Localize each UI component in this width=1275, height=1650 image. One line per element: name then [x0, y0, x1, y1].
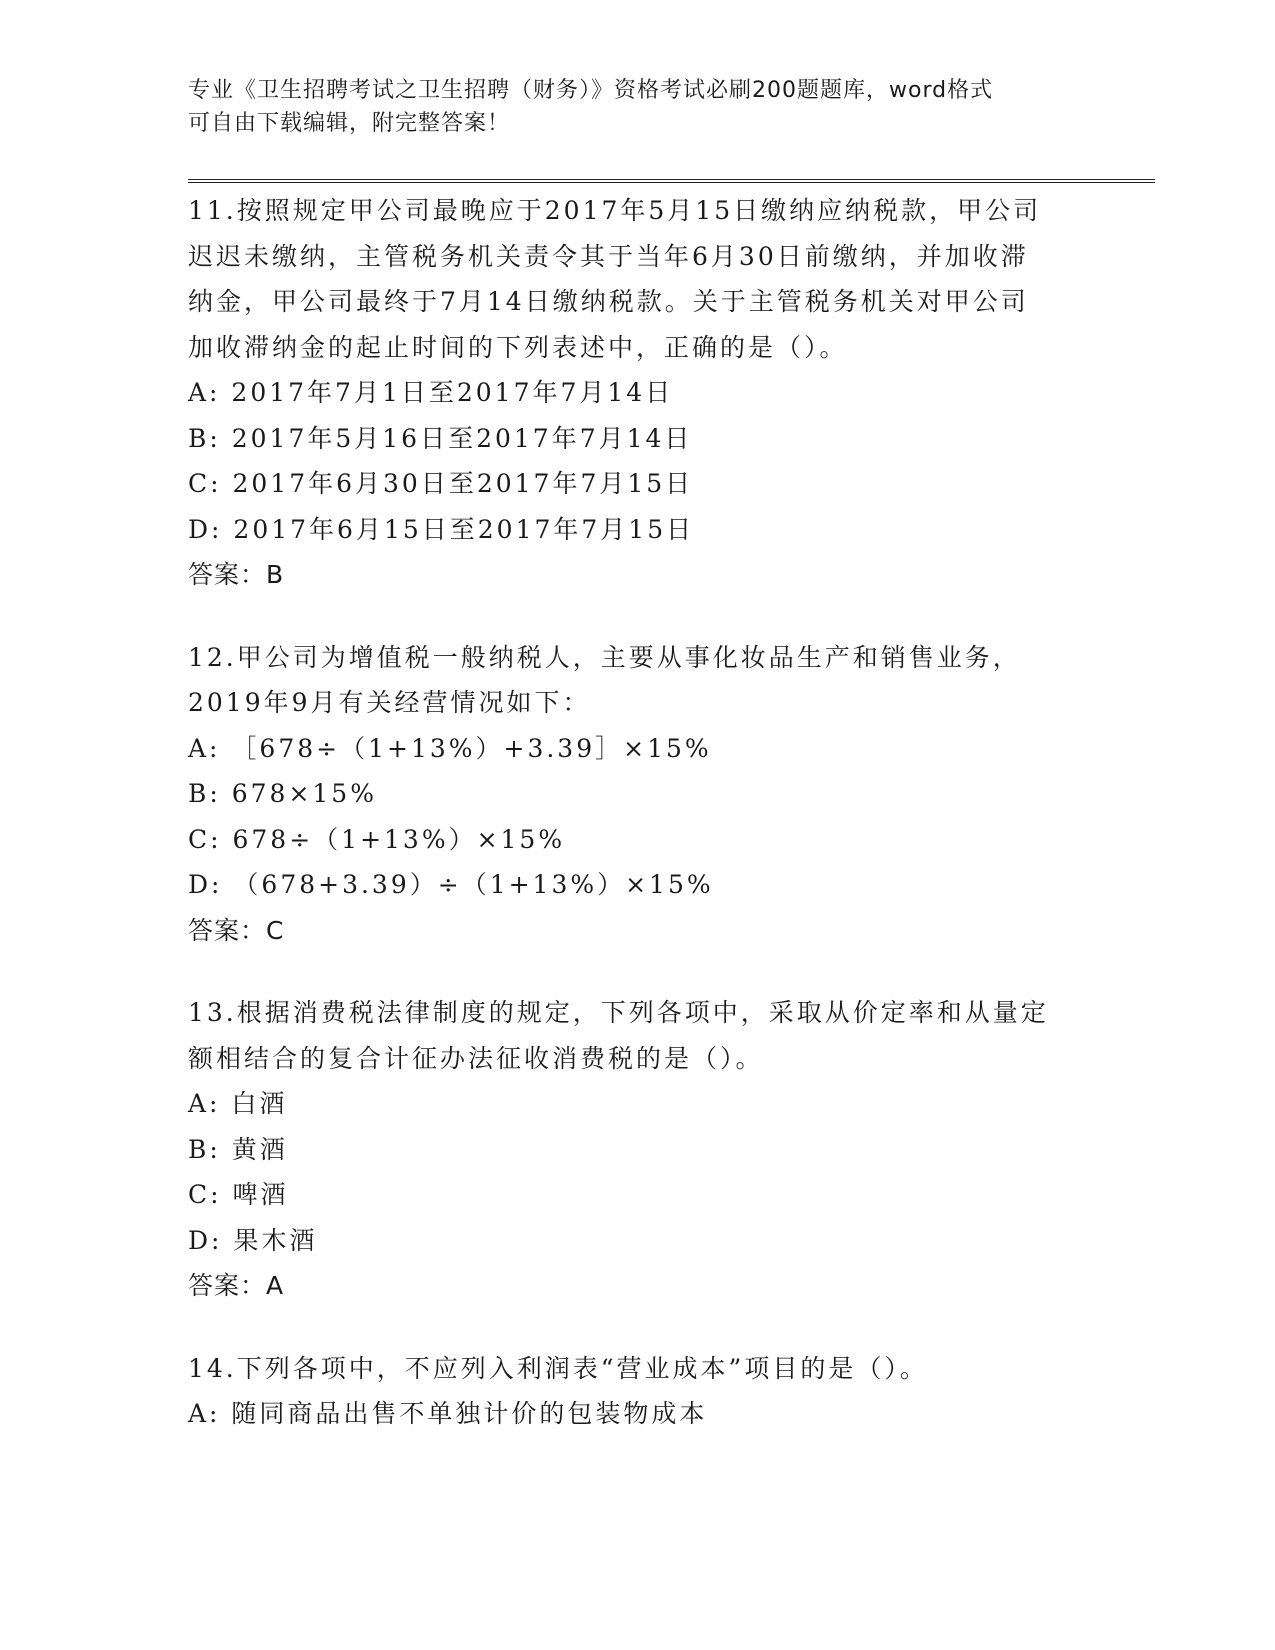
- question-text-line: 额相结合的复合计征办法征收消费税的是（）。: [188, 1043, 764, 1073]
- option-b: B: 2017年5月16日至2017年7月14日: [188, 423, 693, 453]
- option-b: B: 黄酒: [188, 1134, 288, 1164]
- option-a: A: ［678÷（1+13%）+3.39］×15%: [188, 733, 712, 763]
- question-text-line: 11.按照规定甲公司最晚应于2017年5月15日缴纳应纳税款，甲公司: [188, 196, 1042, 225]
- option-d: D: 果木酒: [188, 1225, 318, 1255]
- question-text-line: 纳金，甲公司最终于7月14日缴纳税款。关于主管税务机关对甲公司: [188, 287, 1029, 316]
- header-line-1: 专业《卫生招聘考试之卫生招聘（财务）》资格考试必刷200题题库，word格式: [188, 78, 994, 103]
- answer-line: 答案：C: [188, 915, 285, 945]
- question-12: [188, 635, 1088, 954]
- question-14: [188, 1346, 1088, 1437]
- option-a: A: 白酒: [188, 1089, 288, 1118]
- header-divider: [188, 179, 1155, 183]
- header-line-2: 可自由下载编辑，附完整答案！: [188, 111, 511, 136]
- option-c: C: 678÷（1+13%）×15%: [188, 824, 566, 854]
- question-text-line: 13.根据消费税法律制度的规定，下列各项中，采取从价定率和从量定: [188, 998, 1049, 1027]
- question-text-line: 迟迟未缴纳，主管税务机关责令其于当年6月30日前缴纳，并加收滞: [188, 241, 1029, 271]
- question-text-line: 12.甲公司为增值税一般纳税人，主要从事化妆品生产和销售业务，: [188, 642, 1021, 672]
- option-b: B: 678×15%: [188, 779, 377, 808]
- question-text-line: 14.下列各项中，不应列入利润表“营业成本”项目的是（）。: [188, 1353, 928, 1383]
- option-a: A: 2017年7月1日至2017年7月14日: [188, 378, 674, 407]
- answer-line: 答案：B: [188, 560, 285, 589]
- option-d: D: 2017年6月15日至2017年7月15日: [188, 514, 695, 544]
- question-13: [188, 990, 1088, 1309]
- question-text-line: 2019年9月有关经营情况如下：: [188, 688, 591, 717]
- option-c: C: 啤酒: [188, 1180, 289, 1209]
- question-list: [188, 188, 1088, 1474]
- option-c: C: 2017年6月30日至2017年7月15日: [188, 469, 694, 498]
- answer-line: 答案：A: [188, 1271, 285, 1300]
- option-a: A: 随同商品出售不单独计价的包装物成本: [188, 1399, 708, 1428]
- option-d: D: （678+3.39）÷（1+13%）×15%: [188, 870, 714, 899]
- page-header: [188, 74, 1088, 140]
- question-11: [188, 188, 1088, 598]
- question-text-line: 加收滞纳金的起止时间的下列表述中，正确的是（）。: [188, 332, 848, 362]
